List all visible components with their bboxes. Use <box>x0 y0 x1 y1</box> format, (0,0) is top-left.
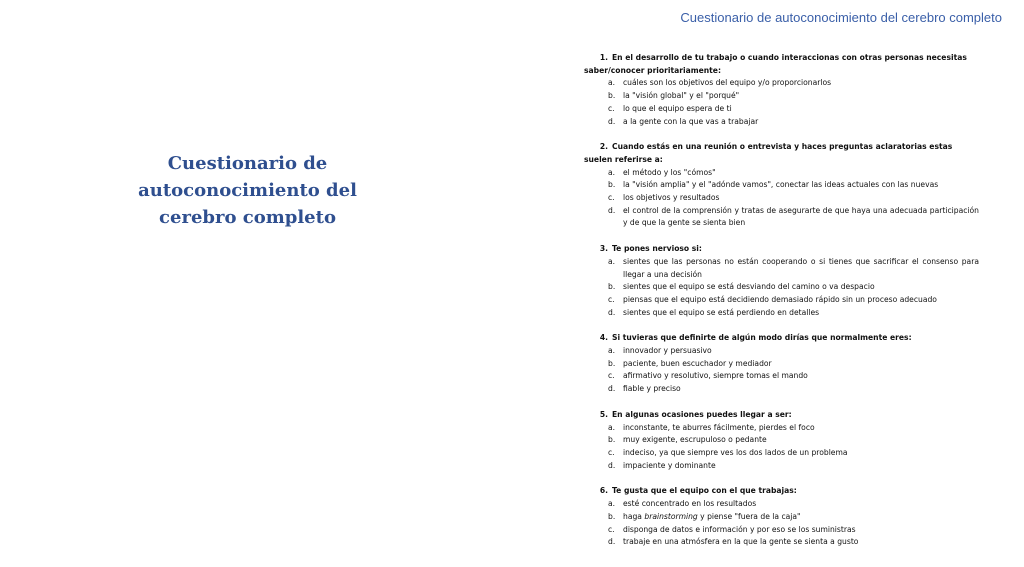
option-text: afirmativo y resolutivo, siempre tomas el mando <box>623 371 808 381</box>
question-number: 1. <box>599 53 608 62</box>
option-text: lo que el equipo espera de ti <box>623 103 732 113</box>
question-text: Te gusta que el equipo con el que trabajas: <box>612 486 797 496</box>
option-letter: b. <box>608 282 616 292</box>
option-letter: a. <box>608 422 616 432</box>
option <box>584 103 979 116</box>
running-header: Cuestionario de autoconocimiento del cerebro completo <box>680 10 1002 25</box>
option <box>584 90 979 103</box>
option-letter: b. <box>608 358 616 368</box>
option-text: muy exigente, escrupuloso o pedante <box>623 435 767 445</box>
cover-title <box>80 150 415 231</box>
option-text: disponga de datos e información y por eso se los suministras <box>623 524 856 534</box>
option <box>584 536 979 549</box>
option-letter: c. <box>608 193 615 203</box>
option-letter: d. <box>608 384 616 394</box>
question-2 <box>584 141 979 230</box>
option-text-before: haga <box>623 511 642 521</box>
option <box>584 434 979 447</box>
question-1 <box>584 52 979 128</box>
question-number: 3. <box>599 244 608 254</box>
option <box>584 307 979 320</box>
question-3 <box>584 243 979 319</box>
option-letter: b. <box>608 180 616 190</box>
question-number: 2. <box>599 142 608 152</box>
option <box>584 116 979 129</box>
option-letter: c. <box>608 524 615 534</box>
question-heading <box>584 243 979 256</box>
option <box>584 179 979 192</box>
question-number: 5. <box>599 409 608 419</box>
question-heading <box>584 409 979 422</box>
question-number: 4. <box>599 333 608 343</box>
option-text: inconstante, te aburres fácilmente, pierdes el foco <box>623 422 815 432</box>
cover-title-line-2: cerebro completo <box>159 207 336 228</box>
option-text: fiable y preciso <box>623 384 681 394</box>
option <box>584 383 979 396</box>
option-letter: a. <box>608 256 616 266</box>
option-text-after: y piense "fuera de la caja" <box>700 511 801 521</box>
question-heading <box>584 141 979 166</box>
option-letter: d. <box>608 460 616 470</box>
option <box>584 345 979 358</box>
option-text: indeciso, ya que siempre ves los dos lados de un problema <box>623 447 848 457</box>
option <box>584 77 979 90</box>
option <box>584 167 979 180</box>
option-text: impaciente y dominante <box>623 460 716 470</box>
option <box>584 192 979 205</box>
option-letter: b. <box>608 435 616 445</box>
question-text: En algunas ocasiones puedes llegar a ser: <box>612 409 792 419</box>
question-heading <box>584 332 979 345</box>
option-text <box>623 511 979 524</box>
option <box>584 422 979 435</box>
option-text-emphasis: brainstorming <box>644 511 698 521</box>
option-letter: a. <box>608 499 616 509</box>
question-text: Te pones nervioso si: <box>612 244 702 254</box>
option-letter: b. <box>608 91 616 101</box>
question-text: Cuando estás en una reunión o entrevista y haces preguntas aclaratorias estas suelen referirse a: <box>584 142 953 164</box>
option-letter: c. <box>608 103 615 113</box>
cover-title-line-1: Cuestionario de autoconocimiento del <box>138 153 357 201</box>
option <box>584 370 979 383</box>
question-5 <box>584 409 979 473</box>
option-letter: d. <box>608 307 616 317</box>
option-text: innovador y persuasivo <box>623 346 712 356</box>
option-text: el método y los "cómos" <box>623 167 716 177</box>
option-text: cuáles son los objetivos del equipo y/o proporcionarlos <box>623 78 832 88</box>
option-text: los objetivos y resultados <box>623 193 720 203</box>
question-list <box>584 52 979 562</box>
question-text: Si tuvieras que definirte de algún modo dirías que normalmente eres: <box>612 333 912 343</box>
option-text: sientes que el equipo se está perdiendo en detalles <box>623 307 820 317</box>
option <box>584 498 979 511</box>
option-text: el control de la comprensión y tratas de asegurarte de que haya una adecuada participación y de que la gente se sienta bien <box>623 205 979 228</box>
question-heading <box>584 485 979 498</box>
question-6 <box>584 485 979 549</box>
option <box>584 511 979 524</box>
option <box>584 447 979 460</box>
option-text: paciente, buen escuchador y mediador <box>623 358 772 368</box>
option-letter: a. <box>608 346 616 356</box>
option-text: esté concentrado en los resultados <box>623 499 757 509</box>
option <box>584 294 979 307</box>
option <box>584 358 979 371</box>
option <box>584 256 979 281</box>
option-text: trabaje en una atmósfera en la que la gente se sienta a gusto <box>623 537 859 547</box>
option-text: sientes que el equipo se está desviando del camino o va despacio <box>623 282 875 292</box>
option-letter: c. <box>608 371 615 381</box>
question-4 <box>584 332 979 396</box>
question-number: 6. <box>599 486 608 496</box>
option-text: piensas que el equipo está decidiendo demasiado rápido sin un proceso adecuado <box>623 294 937 304</box>
option-letter: d. <box>608 205 616 215</box>
option <box>584 524 979 537</box>
option <box>584 281 979 294</box>
option-letter: c. <box>608 447 615 457</box>
question-heading <box>584 52 979 77</box>
option-letter: d. <box>608 116 616 126</box>
option-text: a la gente con la que vas a trabajar <box>623 116 759 126</box>
option-letter: a. <box>608 167 616 177</box>
option <box>584 460 979 473</box>
option-letter: b. <box>608 511 616 521</box>
option-text: sientes que las personas no están cooperando o si tienes que sacrificar el consenso para llegar a una decisión <box>623 256 979 279</box>
option-letter: d. <box>608 537 616 547</box>
option-letter: a. <box>608 78 616 88</box>
option-text: la "visión amplia" y el "adónde vamos", conectar las ideas actuales con las nuevas <box>623 180 939 190</box>
option-text: la "visión global" y el "porqué" <box>623 91 740 101</box>
right-page <box>512 0 1024 567</box>
option-letter: c. <box>608 294 615 304</box>
option <box>584 205 979 230</box>
question-text: En el desarrollo de tu trabajo o cuando interaccionas con otras personas necesitas saber/conocer prioritariamente: <box>584 53 967 75</box>
